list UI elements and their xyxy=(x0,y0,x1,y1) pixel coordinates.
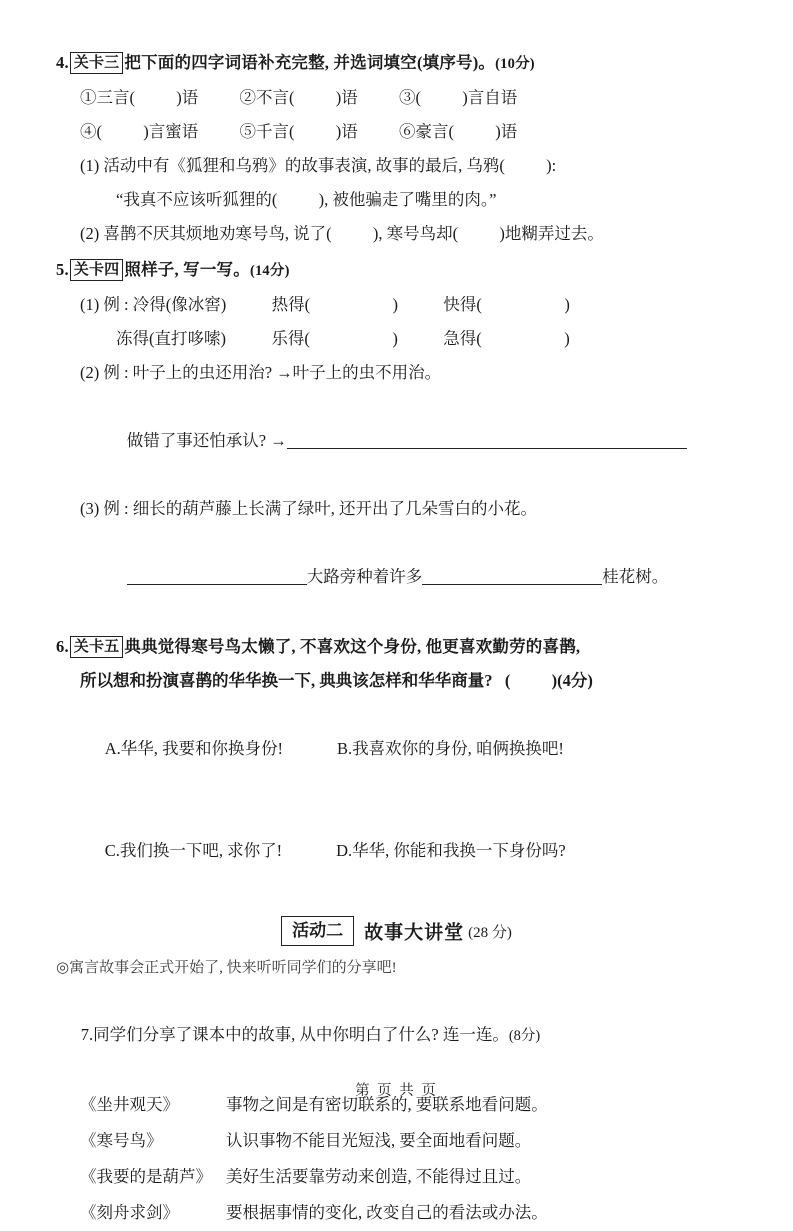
table-row xyxy=(56,1123,737,1159)
activity-2-score: (28 分) xyxy=(468,924,512,941)
answer-blank-line[interactable] xyxy=(127,565,307,585)
question-5-sub-1-line-1: (1) 例 : 冷得(像冰窖) 热得( ) 快得( ) xyxy=(80,295,570,314)
question-4-title: 把下面的四字词语补充完整, 并选词填空(填序号)。 xyxy=(124,53,496,72)
table-row xyxy=(56,1159,737,1195)
question-4-number: 4. xyxy=(56,53,69,72)
activity-2-tag: 活动二 xyxy=(281,916,354,946)
question-5-sub-3-example: (3) 例 : 细长的葫芦藤上长满了绿叶, 还开出了几朵雪白的小花。 xyxy=(80,499,537,518)
question-4-sub-2: (2) 喜鹊不厌其烦地劝寒号鸟, 说了( ), 寒号鸟却( )地糊弄过去。 xyxy=(80,224,604,243)
question-4-heading xyxy=(56,46,737,81)
question-5-tag: 关卡四 xyxy=(70,259,124,281)
match-left-item[interactable]: 《寒号鸟》 xyxy=(80,1131,163,1150)
match-right-item[interactable]: 认识事物不能目光短浅, 要全面地看问题。 xyxy=(226,1131,532,1150)
question-5-sub-2-prompt: 做错了事还怕承认? → xyxy=(126,431,287,450)
question-7-score: (8分) xyxy=(508,1028,541,1044)
table-row xyxy=(56,1195,737,1231)
question-5-score: (14分) xyxy=(249,263,290,279)
activity-2-banner xyxy=(56,916,737,946)
question-7-title: 同学们分享了课本中的故事, 从中你明白了什么? 连一连。 xyxy=(93,1025,509,1044)
question-6-options-row-2 xyxy=(56,800,737,902)
question-5-sub-2-answer-row xyxy=(56,390,737,492)
question-6-option-b[interactable]: B.我喜欢你的身份, 咱俩换换吧! xyxy=(337,739,564,758)
match-right-item[interactable]: 要根据事情的变化, 改变自己的看法或办法。 xyxy=(226,1203,548,1222)
question-5-number: 5. xyxy=(56,260,69,279)
question-6-option-a[interactable]: A.华华, 我要和你换身份! xyxy=(104,739,284,758)
question-7-heading xyxy=(56,984,737,1087)
question-7-number: 7. xyxy=(80,1025,94,1044)
match-left-item[interactable]: 《我要的是葫芦》 xyxy=(80,1167,212,1186)
question-6-number: 6. xyxy=(56,637,69,656)
question-7 xyxy=(56,984,737,1231)
question-4-row-1: ①三言( )语 ②不言( )语 ③( )言自语 xyxy=(80,88,518,107)
question-5-sub-3-answer-row xyxy=(56,526,737,628)
match-right-item[interactable]: 事物之间是有密切联系的, 要联系地看问题。 xyxy=(226,1095,548,1114)
question-4-sub-1-line-2: “我真不应该听狐狸的( ), 被他骗走了嘴里的肉。” xyxy=(116,190,497,209)
answer-blank-line[interactable] xyxy=(422,565,602,585)
match-left-item[interactable]: 《刻舟求剑》 xyxy=(80,1203,179,1222)
question-4-score: (10分) xyxy=(495,56,535,72)
question-4 xyxy=(56,46,737,251)
question-5-sub-3-end: 桂花树。 xyxy=(602,567,669,586)
question-6-option-c[interactable]: C.我们换一下吧, 求你了! xyxy=(104,841,283,860)
activity-2-title: 故事大讲堂 xyxy=(364,922,465,944)
question-4-tag: 关卡三 xyxy=(70,52,124,74)
match-right-item[interactable]: 美好生活要靠劳动来创造, 不能得过且过。 xyxy=(226,1167,532,1186)
question-5-sub-2-example: (2) 例 : 叶子上的虫还用治? →叶子上的虫不用治。 xyxy=(80,363,442,382)
question-6-heading xyxy=(56,630,737,664)
question-5-heading xyxy=(56,253,737,288)
question-4-row-2: ④( )言蜜语 ⑤千言( )语 ⑥豪言( )语 xyxy=(80,122,518,141)
question-6-line-1: 典典觉得寒号鸟太懒了, 不喜欢这个身份, 他更喜欢勤劳的喜鹊, xyxy=(124,637,581,656)
question-6-line-2: 所以想和扮演喜鹊的华华换一下, 典典该怎样和华华商量? ( )(4分) xyxy=(80,671,593,690)
activity-2-note: ◎寓言故事会正式开始了, 快来听听同学们的分享吧! xyxy=(56,960,397,976)
question-6-options-row-1 xyxy=(56,698,737,800)
answer-blank-line[interactable] xyxy=(287,429,687,449)
question-6-tag: 关卡五 xyxy=(70,636,124,658)
question-6 xyxy=(56,630,737,902)
question-5-sub-3-middle: 大路旁种着许多 xyxy=(306,567,423,586)
question-5 xyxy=(56,253,737,628)
question-5-sub-1-line-2: 冻得(直打哆嗦) 乐得( ) 急得( ) xyxy=(116,329,570,348)
question-6-option-d[interactable]: D.华华, 你能和我换一下身份吗? xyxy=(336,841,566,860)
match-left-item[interactable]: 《坐井观天》 xyxy=(80,1095,179,1114)
question-5-title: 照样子, 写一写。 xyxy=(124,260,250,279)
question-4-sub-1-line-1: (1) 活动中有《狐狸和乌鸦》的故事表演, 故事的最后, 乌鸦( ): xyxy=(80,156,557,175)
page-footer: 第 页 共 页 xyxy=(355,1083,438,1099)
